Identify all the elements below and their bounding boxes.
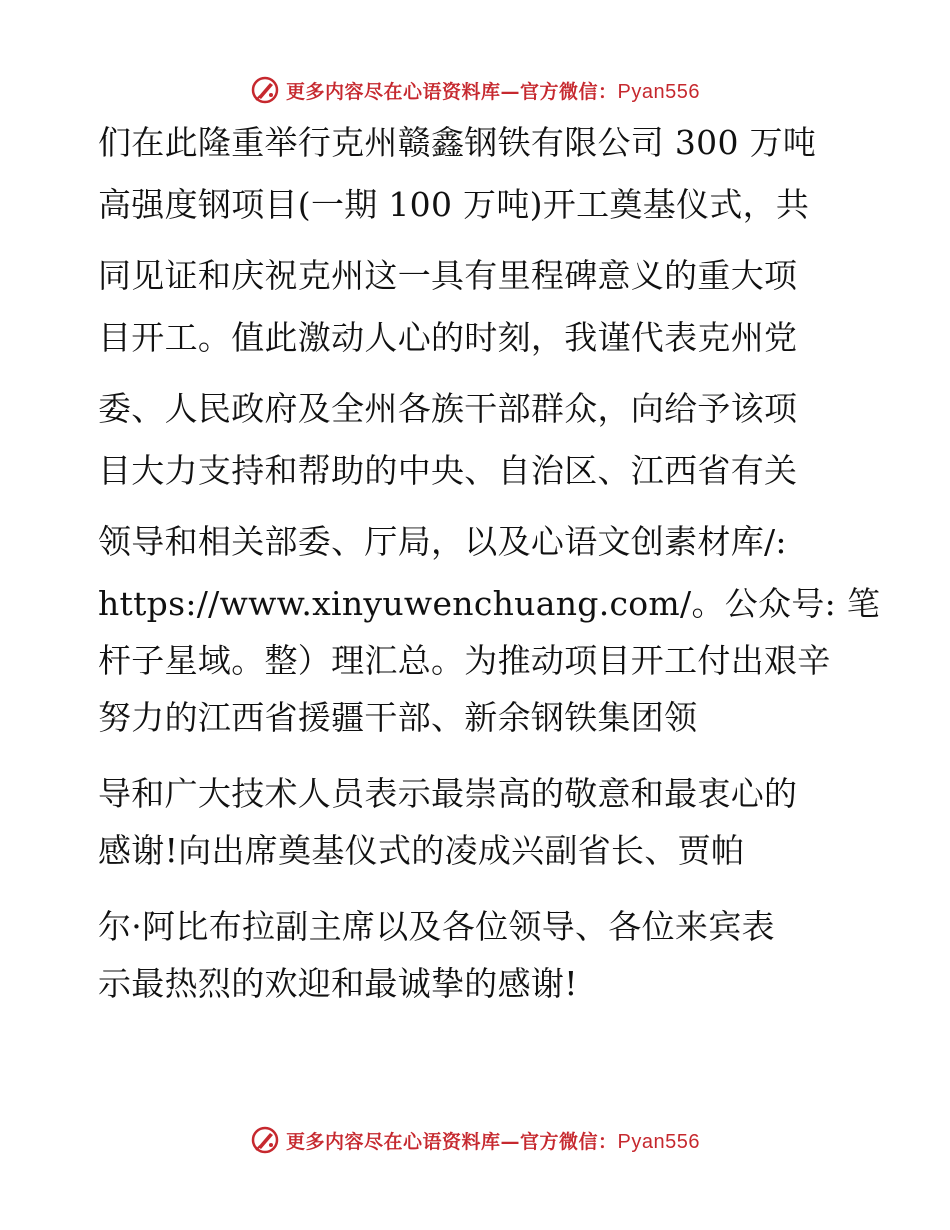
banner-text [286,1127,700,1154]
banner-text [286,77,700,104]
body-line: 努力的江西省援疆干部、新余钢铁集团领 [98,698,698,737]
body-line: 感谢!向出席奠基仪式的凌成兴副省长、贾帕 [98,831,745,870]
banner-dash: — [500,1130,521,1153]
body-line: 杆子星域。整）理汇总。为推动项目开工付出艰辛 [98,641,831,680]
banner-wechat-id: Pyan556 [617,80,700,103]
header-banner [0,70,950,110]
quill-pen-circle-icon [250,1125,280,1155]
body-line: 目开工。值此激动人心的时刻，我谨代表克州党 [98,318,798,357]
body-line: 导和广大技术人员表示最崇高的敬意和最衷心的 [98,774,798,813]
banner-site-name: 更多内容尽在心语资料库 [286,80,501,103]
body-line: 们在此隆重举行克州赣鑫钢铁有限公司 300 万吨 [98,123,817,162]
body-line: 目大力支持和帮助的中央、自治区、江西省有关 [98,451,798,490]
body-line: 同见证和庆祝克州这一具有里程碑意义的重大项 [98,256,798,295]
banner-official-label: 官方微信： [520,1130,618,1153]
body-line: 尔·阿比布拉副主席以及各位领导、各位来宾表 [98,907,775,946]
body-line: 委、人民政府及全州各族干部群众，向给予该项 [98,389,798,428]
banner-site-name: 更多内容尽在心语资料库 [286,1130,501,1153]
body-line: 领导和相关部委、厅局，以及心语文创素材库/: [98,522,787,561]
quill-pen-circle-icon [250,75,280,105]
footer-banner [0,1120,950,1160]
body-line: https://www.xinyuwenchuang.com/。公众号: 笔 [98,584,881,623]
banner-wechat-id: Pyan556 [617,1130,700,1153]
body-line: 示最热烈的欢迎和最诚挚的感谢! [98,964,578,1003]
banner-dash: — [500,80,521,103]
body-line: 高强度钢项目(一期 100 万吨)开工奠基仪式，共 [98,185,810,224]
banner-official-label: 官方微信： [520,80,618,103]
